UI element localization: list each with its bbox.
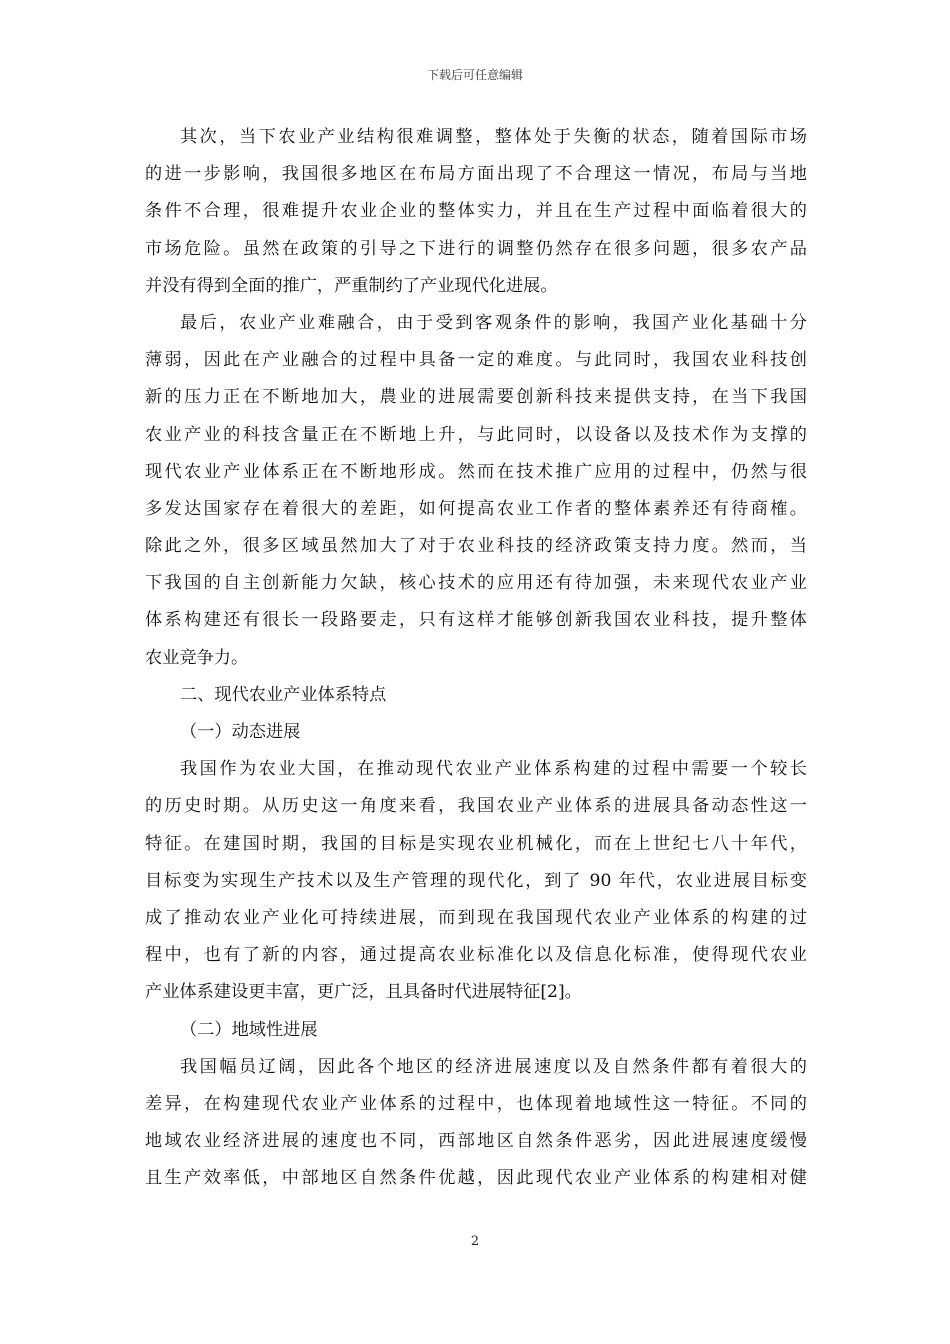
text-line: 产业体系建设更丰富，更广泛，且具备时代进展特征[2]。 [145, 982, 582, 1003]
text-line: 并没有得到全面的推广，严重制约了产业现代化进展。 [145, 275, 558, 296]
page-number: 2 [470, 1234, 480, 1249]
text-line: 多发达国家存在着很大的差距，如何提高农业工作者的整体素养还有待商榷。 [145, 498, 807, 519]
text-line: 薄弱，因此在产业融合的过程中具备一定的难度。与此同时，我国农业科技创 [145, 350, 807, 371]
text-line: 地域农业经济进展的速度也不同，西部地区自然条件恶劣，因此进展速度缓慢 [145, 1131, 807, 1152]
text-line: 农业竞争力。 [145, 647, 249, 668]
body-text [145, 119, 807, 1197]
text-line: 体系构建还有很长一段路要走，只有这样才能够创新我国农业科技，提升整体 [145, 610, 807, 631]
text-line: 条件不合理，很难提升农业企业的整体实力，并且在生产过程中面临着很大的 [145, 201, 807, 222]
text-line: 新的压力正在不断地加大，農业的进展需要创新科技来提供支持，在当下我国 [145, 387, 807, 408]
text-line: 的进一步影响，我国很多地区在布局方面出现了不合理这一情况，布局与当地 [145, 164, 807, 185]
text-line: 程中，也有了新的内容，通过提高农业标准化以及信息化标准，使得现代农业 [145, 945, 807, 966]
text-line: 差异，在构建现代农业产业体系的过程中，也体现着地域性这一特征。不同的 [145, 1093, 807, 1114]
text-line: 下我国的自主创新能力欠缺，核心技术的应用还有待加强，未来现代农业产业 [145, 573, 807, 594]
text-line: 其次，当下农业产业结构很难调整，整体处于失衡的状态，随着国际市场 [180, 127, 807, 147]
text-line: 我国幅员辽阔，因此各个地区的经济进展速度以及自然条件都有着很大的 [180, 1056, 807, 1077]
subsection-heading: （一）动态进展 [180, 722, 301, 742]
text-line: 目标变为实现生产技术以及生产管理的现代化，到了 90 年代，农业进展目标变 [145, 870, 807, 891]
subsection-heading: （二）地域性进展 [180, 1019, 318, 1040]
text-line: 我国作为农业大国，在推动现代农业产业体系构建的过程中需要一个较长 [180, 759, 807, 780]
text-line: 现代农业产业体系正在不断地形成。然而在技术推广应用的过程中，仍然与很 [145, 461, 807, 482]
section-heading: 二、现代农业产业体系特点 [180, 684, 387, 705]
text-line: 最后，农业产业难融合，由于受到客观条件的影响，我国产业化基础十分 [180, 312, 807, 333]
text-line: 特征。在建国时期，我国的目标是实现农业机械化，而在上世纪七八十年代， [145, 833, 807, 854]
text-line: 成了推动农业产业化可持续进展，而到现在我国现代农业产业体系的构建的过 [145, 907, 807, 928]
text-line: 的历史时期。从历史这一角度来看，我国农业产业体系的进展具备动态性这一 [145, 796, 807, 817]
text-line: 且生产效率低，中部地区自然条件优越，因此现代农业产业体系的构建相对健 [145, 1168, 807, 1189]
text-line: 市场危险。虽然在政策的引导之下进行的调整仍然存在很多问题，很多农产品 [145, 238, 807, 259]
text-line: 农业产业的科技含量正在不断地上升，与此同时，以设备以及技术作为支撑的 [145, 424, 807, 445]
text-line: 除此之外，很多区域虽然加大了对于农业科技的经济政策支持力度。然而，当 [145, 536, 807, 557]
page-header: 下载后可任意编辑 [426, 68, 523, 82]
